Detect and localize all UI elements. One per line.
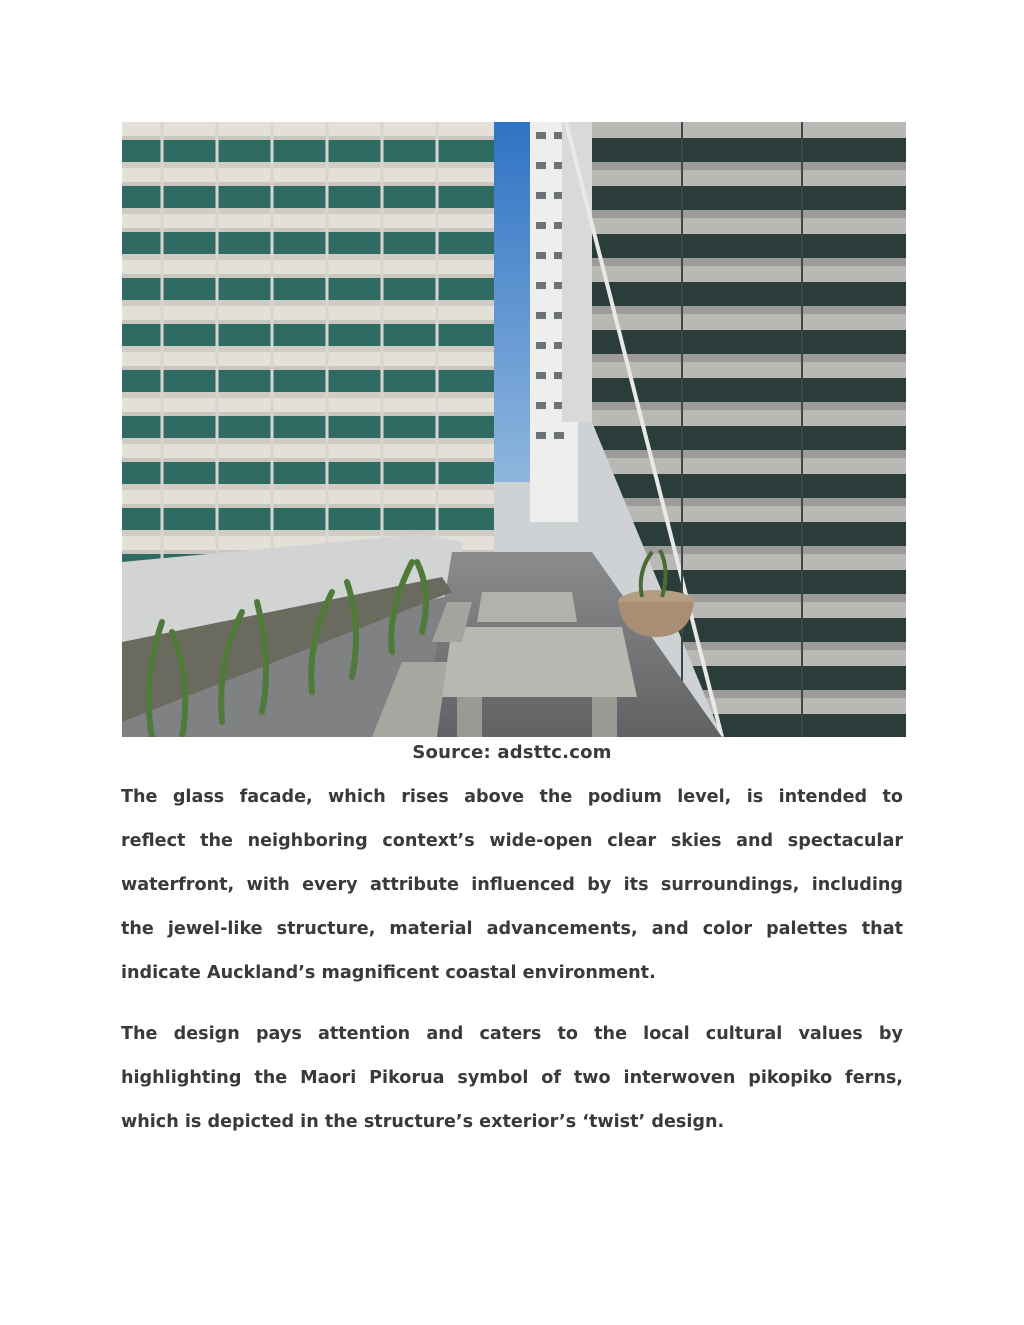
text-line: The glass facade, which rises above the podium level, is intended to (121, 787, 903, 807)
text-line: indicate Auckland’s magnificent coastal environment. (121, 963, 656, 983)
paragraph-1 (121, 775, 903, 995)
paragraph-2 (121, 1012, 903, 1144)
image-caption: Source: adsttc.com (412, 742, 612, 763)
text-line: The design pays attention and caters to the local cultural values by (121, 1024, 903, 1044)
text-line: the jewel-like structure, material advancements, and color palettes that (121, 919, 903, 939)
text-line: waterfront, with every attribute influenced by its surroundings, including (121, 875, 903, 895)
terrace-photo (122, 122, 906, 737)
text-line: which is depicted in the structure’s exterior’s ‘twist’ design. (121, 1112, 725, 1132)
text-line: highlighting the Maori Pikorua symbol of two interwoven pikopiko ferns, (121, 1068, 903, 1088)
text-line: reflect the neighboring context’s wide-open clear skies and spectacular (121, 831, 903, 851)
